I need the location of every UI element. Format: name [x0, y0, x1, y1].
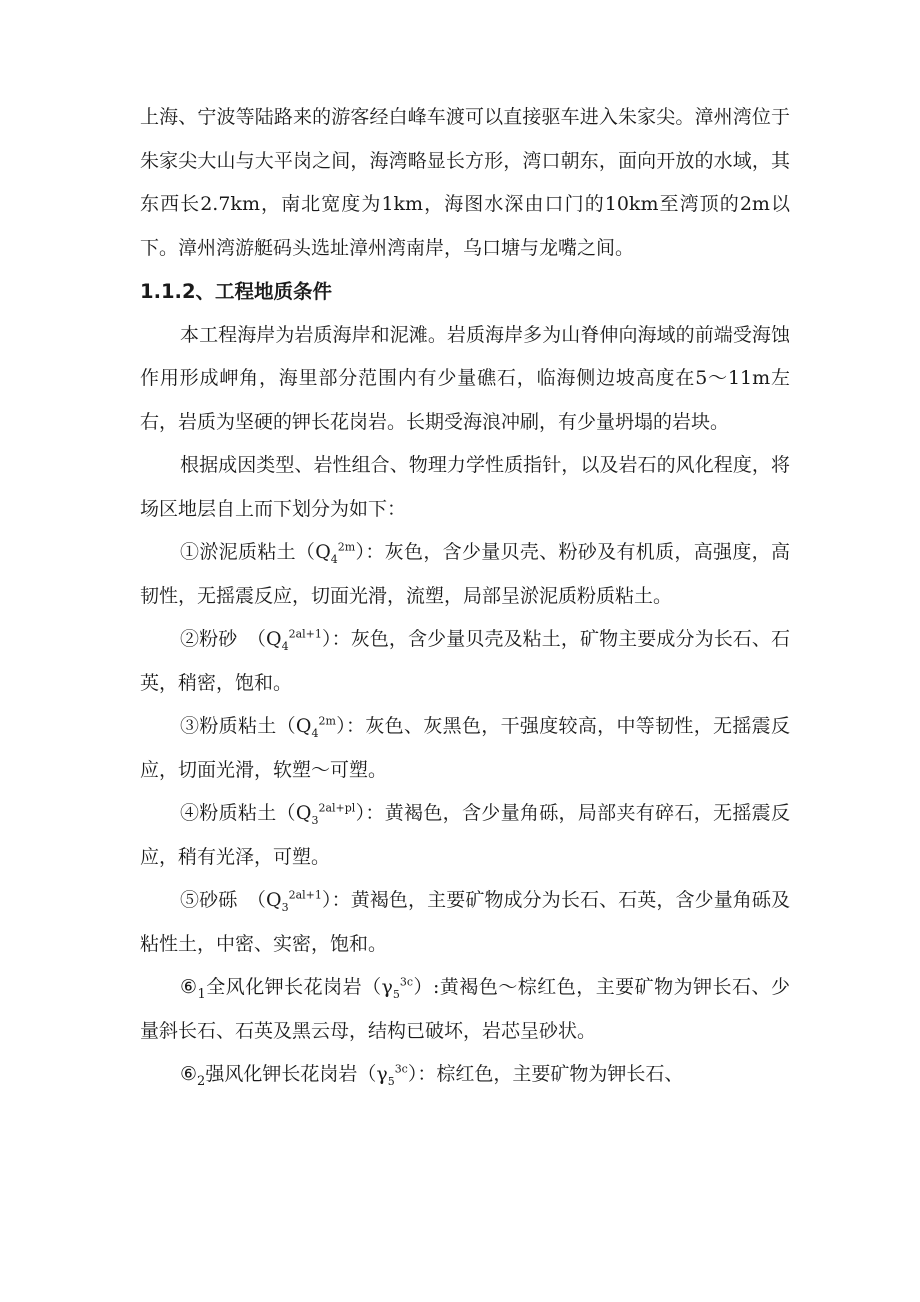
layer-6-1-sup: 3c [399, 975, 414, 989]
layer-6-1-paragraph [140, 966, 790, 1053]
layer-3-sup: 2m [318, 714, 336, 728]
layer-5-sup: 2al+1 [288, 888, 322, 902]
layer-4-desc: ）：黄褐色，含少量角砾，局部夹有碎石，无摇震反应，稍有光泽，可塑。 [140, 802, 790, 868]
layer-3-sub: 4 [311, 726, 319, 740]
layer-1-sub: 4 [330, 552, 338, 566]
layer-6-2-number: ⑥ [180, 1063, 198, 1085]
layer-2-paragraph [140, 618, 790, 705]
layer-6-2-sup: 3c [394, 1062, 408, 1076]
layer-2-name: ②粉砂 （Q [180, 628, 282, 650]
layer-6-2-name: 强风化钾长花岗岩（γ [205, 1063, 388, 1085]
layer-3-paragraph [140, 705, 790, 792]
layer-5-desc: ）：黄褐色，主要矿物成分为长石、石英，含少量角砾及粘性土，中密、实密，饱和。 [140, 889, 790, 955]
layer-2-sub: 4 [281, 639, 289, 653]
layer-1-name: ①淤泥质粘土（Q [180, 541, 331, 563]
layer-6-1-desc: ）:黄褐色～棕红色，主要矿物为钾长石、少量斜长石、石英及黑云母，结构已破坏，岩芯呈砂状。 [140, 976, 790, 1042]
layer-6-2-paragraph [140, 1053, 790, 1097]
layer-4-name: ④粉质粘土（Q [180, 802, 312, 824]
layer-2-desc: ）：灰色，含少量贝壳及粘土，矿物主要成分为长石、石英，稍密，饱和。 [140, 628, 790, 694]
intro-paragraph: 上海、宁波等陆路来的游客经白峰车渡可以直接驱车进入朱家尖。漳州湾位于朱家尖大山与大平岗之间，海湾略显长方形，湾口朝东，面向开放的水域，其东西长2.7km，南北宽度为1km，海图水深由口门的10km至湾顶的2m以下。漳州湾游艇码头选址漳州湾南岸，乌口塘与龙嘴之间。 [140, 106, 790, 259]
layer-2-sup: 2al+1 [288, 627, 322, 641]
layer-4-paragraph [140, 792, 790, 879]
shore-paragraph: 本工程海岸为岩质海岸和泥滩。岩质海岸多为山脊伸向海域的前端受海蚀作用形成岬角，海里部分范围内有少量礁石，临海侧边坡高度在5～11m左右，岩质为坚硬的钾长花岗岩。长期受海浪冲刷，有少量坍塌的岩块。 [140, 323, 790, 433]
layer-3-name: ③粉质粘土（Q [180, 715, 312, 737]
document-page [140, 96, 790, 1097]
layer-6-1-index: 1 [197, 986, 206, 1002]
layer-5-name: ⑤砂砾 （Q [180, 889, 282, 911]
layer-1-paragraph [140, 531, 790, 618]
division-paragraph: 根据成因类型、岩性组合、物理力学性质指针，以及岩石的风化程度，将场区地层自上而下划分为如下： [140, 454, 790, 520]
layer-4-sup: 2al+pl [318, 801, 356, 815]
layer-6-2-sub: 5 [387, 1074, 395, 1088]
layer-6-1-sub: 5 [392, 987, 400, 1001]
section-heading: 1.1.2、工程地质条件 [140, 280, 333, 303]
layer-6-2-desc: ）：棕红色，主要矿物为钾长石、 [407, 1063, 684, 1085]
layer-1-sup: 2m [337, 540, 356, 554]
layer-6-1-number: ⑥ [180, 976, 198, 998]
layer-6-2-index: 2 [197, 1073, 206, 1089]
layer-1-desc: ）：灰色，含少量贝壳、粉砂及有机质，高强度，高韧性，无摇震反应，切面光滑，流塑，局部呈淤泥质粉质粘土。 [140, 541, 790, 607]
layer-6-1-name: 全风化钾长花岗岩（γ [205, 976, 393, 998]
layer-5-sub: 3 [281, 900, 289, 914]
layer-5-paragraph [140, 879, 790, 966]
layer-3-desc: ）：灰色、灰黑色，干强度较高，中等韧性，无摇震反应，切面光滑，软塑～可塑。 [140, 715, 790, 781]
layer-4-sub: 3 [311, 813, 319, 827]
